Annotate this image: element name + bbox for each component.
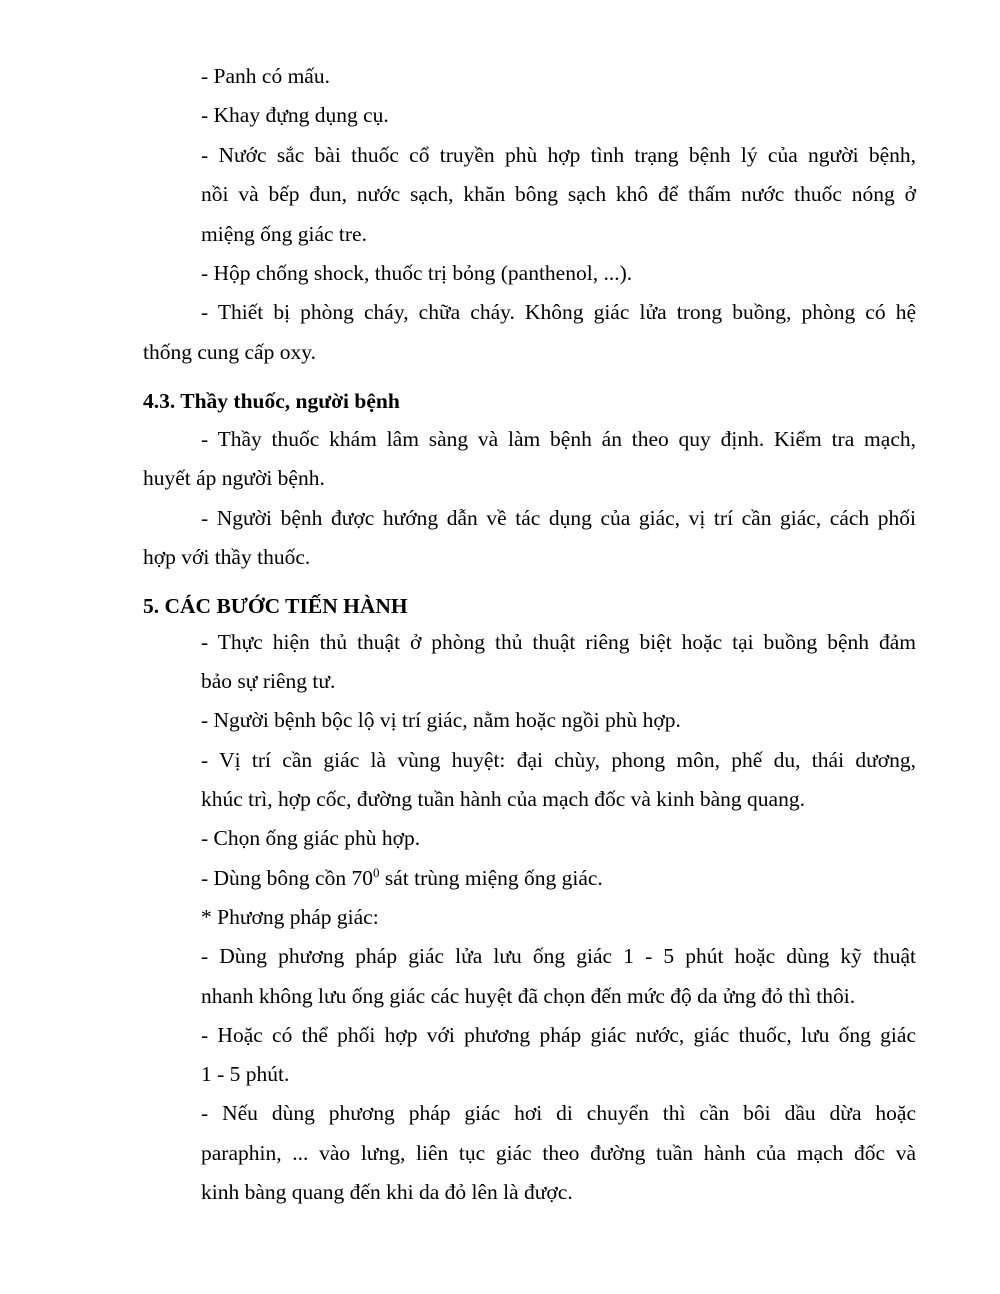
step-acupoints-line2: khúc trì, hợp cốc, đường tuần hành của mạch đốc và kinh bàng quang. (201, 787, 805, 811)
step-disinfect (201, 864, 603, 892)
paragraph-patient-line1: - Người bệnh được hướng dẫn về tác dụng của giác, vị trí cần giác, cách phối (201, 506, 916, 530)
step-disinfect-text-end: sát trùng miệng ống giác. (379, 866, 603, 890)
paragraph-doctor-line2: huyết áp người bệnh. (143, 466, 325, 490)
list-item-herbal-line1: - Nước sắc bài thuốc cổ truyền phù hợp tình trạng bệnh lý của người bệnh, (201, 143, 916, 167)
list-item-herbal-line3: miệng ống giác tre. (201, 222, 367, 246)
list-item-tray: - Khay đựng dụng cụ. (201, 103, 389, 127)
list-item-fire-line2: thống cung cấp oxy. (143, 340, 316, 364)
method-moving-cup-line1: - Nếu dùng phương pháp giác hơi di chuyển thì cần bôi dầu dừa hoặc (201, 1101, 916, 1125)
list-item-fire-line1: - Thiết bị phòng cháy, chữa cháy. Không giác lửa trong buồng, phòng có hệ (201, 300, 916, 324)
paragraph-doctor-line1: - Thầy thuốc khám lâm sàng và làm bệnh án theo quy định. Kiểm tra mạch, (201, 427, 916, 451)
section-heading-4-3: 4.3. Thầy thuốc, người bệnh (143, 389, 400, 413)
degree-superscript: 0 (372, 864, 380, 880)
list-item-herbal-line2: nồi và bếp đun, nước sạch, khăn bông sạch khô để thấm nước thuốc nóng ở (201, 182, 916, 206)
method-combined-line2: 1 - 5 phút. (201, 1062, 290, 1086)
step-disinfect-text: - Dùng bông cồn 70 (201, 866, 373, 890)
paragraph-patient-line2: hợp với thầy thuốc. (143, 545, 311, 569)
step-procedure-room-line2: bảo sự riêng tư. (201, 669, 336, 693)
step-acupoints-line1: - Vị trí cần giác là vùng huyệt: đại chùy, phong môn, phế du, thái dương, (201, 748, 916, 772)
list-item-forceps: - Panh có mấu. (201, 64, 330, 88)
step-patient-position: - Người bệnh bộc lộ vị trí giác, nằm hoặc ngồi phù hợp. (201, 708, 681, 732)
method-moving-cup-line3: kinh bàng quang đến khi da đỏ lên là được. (201, 1180, 573, 1204)
method-fire-cupping-line1: - Dùng phương pháp giác lửa lưu ống giác 1 - 5 phút hoặc dùng kỹ thuật (201, 944, 916, 968)
section-heading-5: 5. CÁC BƯỚC TIẾN HÀNH (143, 594, 408, 618)
method-moving-cup-line2: paraphin, ... vào lưng, liên tục giác theo đường tuần hành của mạch đốc và (201, 1141, 916, 1165)
method-combined-line1: - Hoặc có thể phối hợp với phương pháp giác nước, giác thuốc, lưu ống giác (201, 1023, 916, 1047)
step-choose-cup: - Chọn ống giác phù hợp. (201, 826, 421, 850)
method-heading: * Phương pháp giác: (201, 905, 379, 929)
list-item-shock-kit: - Hộp chống shock, thuốc trị bỏng (panthenol, ...). (201, 261, 633, 285)
step-procedure-room-line1: - Thực hiện thủ thuật ở phòng thủ thuật riêng biệt hoặc tại buồng bệnh đảm (201, 630, 916, 654)
method-fire-cupping-line2: nhanh không lưu ống giác các huyệt đã chọn đến mức độ da ửng đỏ thì thôi. (201, 984, 856, 1008)
